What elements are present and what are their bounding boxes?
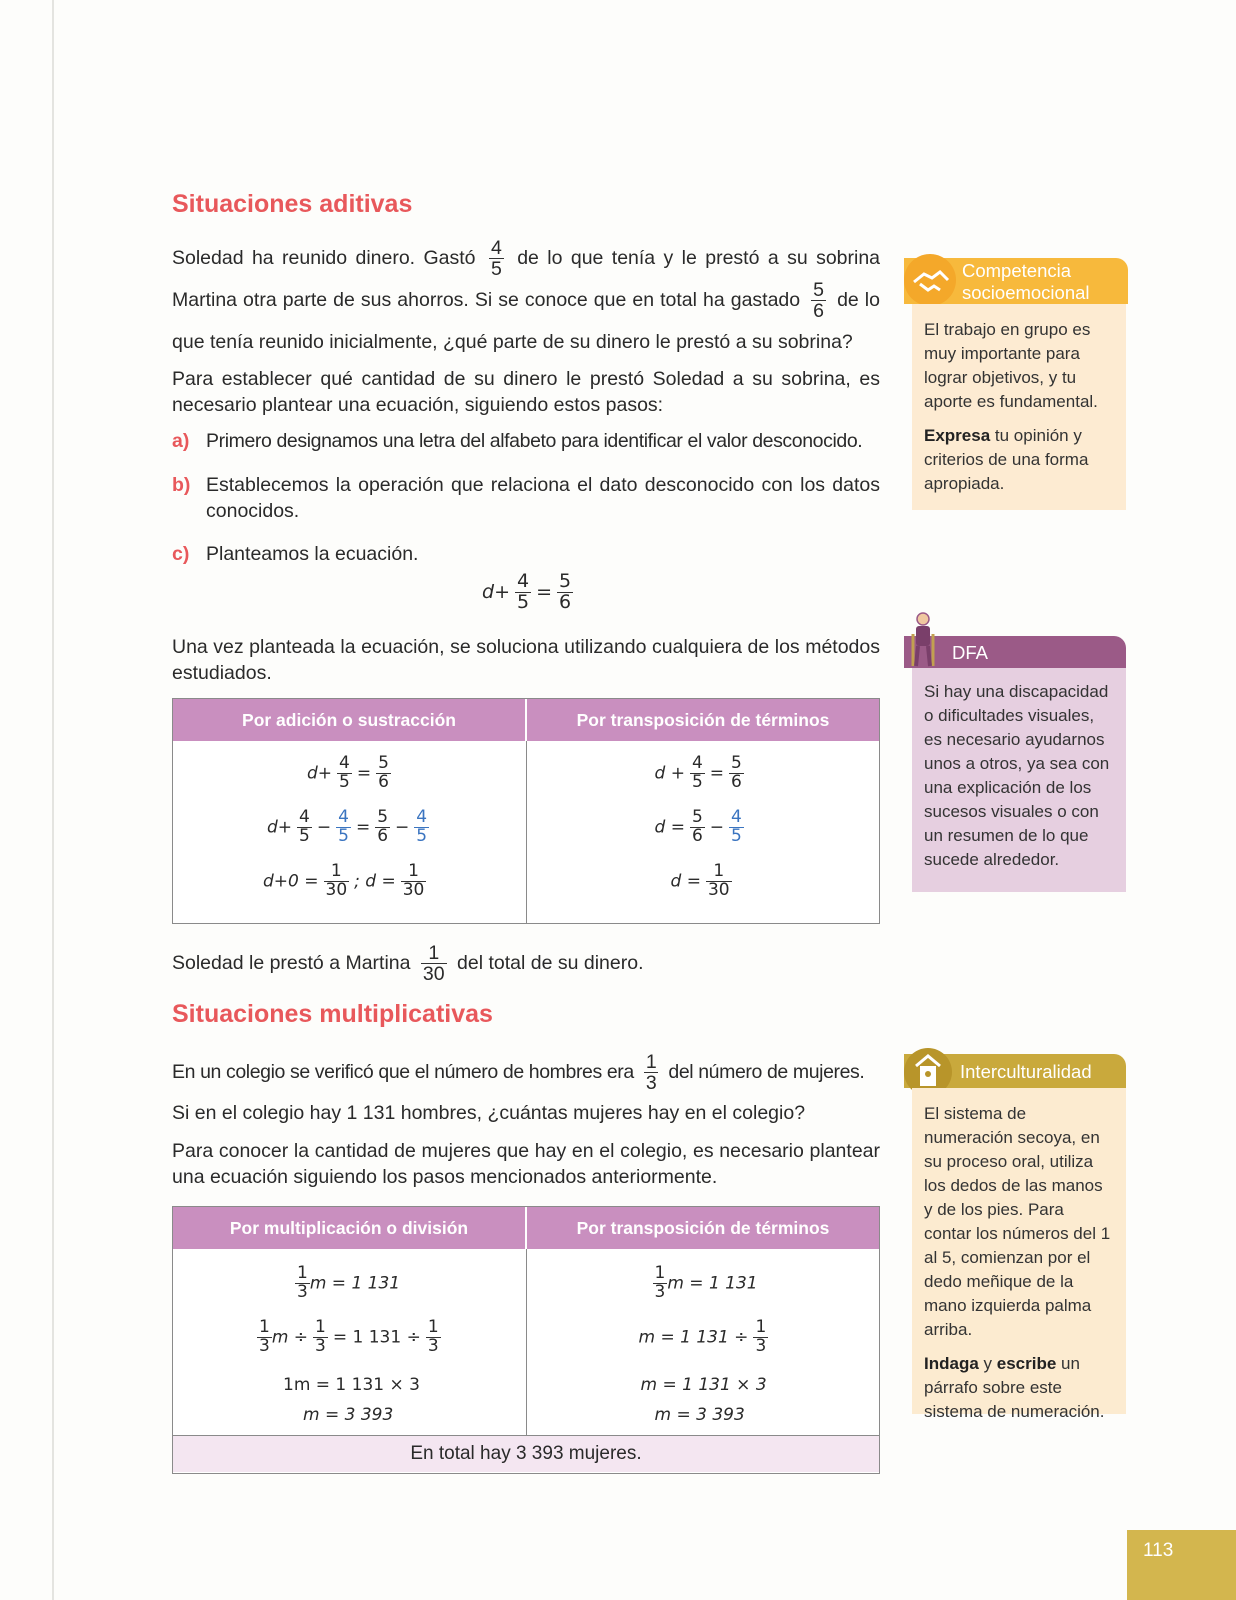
equation-row: d + $\frac{4}{5}$ = $\frac{5}{6}$ — [654, 753, 742, 792]
table-footer-result: En total hay 3 393 mujeres. — [173, 1435, 879, 1472]
equation-row: m = 1 131 ÷ $\frac{1}{3}$ — [638, 1317, 767, 1356]
table-header: Por transposición de términos — [525, 699, 879, 741]
dfa-header: DFA — [904, 636, 1126, 668]
step-c: c) Planteamos la ecuación. — [172, 543, 419, 565]
result-sentence-aditivas: Soledad le prestó a Martina $\frac{1}{30}$ del total de su dinero. — [172, 941, 644, 986]
equation-row: d+ $\frac{4}{5}$ − $\frac{4}{5}$ = $\frac{5}{6}$ − $\frac{4}{5}$ — [267, 807, 428, 846]
equation-row: d+ $\frac{4}{5}$ = $\frac{5}{6}$ — [307, 753, 389, 792]
table-header: Por transposición de términos — [525, 1207, 879, 1249]
page-margin-line — [52, 0, 54, 1600]
dfa-box: Si hay una discapacidad o dificultades visuales, es necesario ayudarnos unos a otros, ya sea con una explicación de los sucesos visuales o con un resumen de lo que sucede alrededor. — [912, 668, 1126, 892]
competencia-header: Competencia socioemocional — [904, 258, 1128, 304]
equation-row: $\frac{1}{3}$ m ÷ $\frac{1}{3}$ = 1 131 ÷ $\frac{1}{3}$ — [259, 1317, 439, 1356]
method-column-right — [526, 741, 880, 923]
problem-paragraph-multiplicativas: En un colegio se verificó que el número de hombres era $\frac{1}{3}$ del número de mujeres. — [172, 1050, 865, 1095]
step-a: a) Primero designamos una letra del alfabeto para identificar el valor desconocido. — [172, 430, 863, 452]
equation-row: d = $\frac{5}{6}$ − $\frac{4}{5}$ — [654, 807, 742, 846]
accessibility-icon — [908, 612, 938, 666]
main-equation: d+ $\frac{4}{5}$ = $\frac{5}{6}$ — [482, 570, 572, 613]
interculturalidad-box: El sistema de numeración secoya, en su proceso oral, utiliza los dedos de las manos y de los pies. Para contar los números del 1 al 5, comienzan por el dedo meñique de la mano izquierda palma arriba. Indaga y escribe un párrafo sobre este sistema de numeración. — [912, 1088, 1126, 1414]
equation-row: $\frac{1}{3}$ m = 1 131 — [654, 1263, 758, 1302]
equation-row: m = 3 393 — [654, 1405, 745, 1425]
table-header: Por adición o sustracción — [173, 699, 525, 741]
equation-row: 1m = 1 131 × 3 — [283, 1375, 420, 1395]
equation-row: d = $\frac{1}{30}$ — [670, 861, 730, 900]
question-paragraph: Si en el colegio hay 1 131 hombres, ¿cuántas mujeres hay en el colegio? — [172, 1102, 806, 1124]
handshake-icon — [904, 254, 956, 306]
equation-row: d+0 = $\frac{1}{30}$ ; d = $\frac{1}{30}$ — [263, 861, 425, 900]
method-column-left — [173, 1249, 526, 1435]
fraction: $\frac{5}{6}$ — [813, 278, 825, 323]
equation-row: $\frac{1}{3}$ m = 1 131 — [297, 1263, 401, 1302]
equation-row: m = 1 131 × 3 — [640, 1375, 767, 1395]
explanation-paragraph: Para establecer qué cantidad de su dinero le prestó Soledad a su sobrina, es necesario plantear una ecuación, siguiendo estos pasos: — [172, 368, 880, 416]
plan-paragraph: Para conocer la cantidad de mujeres que hay en el colegio, es necesario plantear una ecuación siguiendo los pasos mencionados anteriormente. — [172, 1140, 880, 1188]
section-heading-aditivas: Situaciones aditivas — [172, 190, 413, 218]
competencia-box: El trabajo en grupo es muy importante para lograr objetivos, y tu aporte es fundamental. Expresa tu opinión y criterios de una forma apropiada. — [912, 304, 1126, 510]
interculturalidad-header: Interculturalidad — [904, 1054, 1126, 1088]
page-number: 113 — [1127, 1530, 1236, 1600]
problem-paragraph-aditivas: Soledad ha reunido dinero. Gastó $\frac{4}{5}$ de lo que tenía y le prestó a su sobrina Martina otra parte de sus ahorros. Si se conoce que en total ha gastado $\frac{5}{6}$ de lo que tenía reunido inicialmente, ¿qué parte de su dinero le prestó a su sobrina? — [172, 237, 881, 353]
table-header: Por multiplicación o división — [173, 1207, 525, 1249]
solution-table-aditivas — [172, 698, 880, 924]
section-heading-multiplicativas: Situaciones multiplicativas — [172, 1000, 493, 1028]
solution-table-multiplicativas — [172, 1206, 880, 1474]
method-column-left — [173, 741, 526, 923]
fraction: $\frac{4}{5}$ — [490, 237, 502, 281]
equation-row: m = 3 393 — [303, 1405, 394, 1425]
method-column-right — [526, 1249, 880, 1435]
step-b: b) Establecemos la operación que relaciona el dato desconocido con los datos conocidos. — [172, 474, 880, 522]
methods-paragraph: Una vez planteada la ecuación, se soluciona utilizando cualquiera de los métodos estudiados. — [172, 636, 880, 684]
